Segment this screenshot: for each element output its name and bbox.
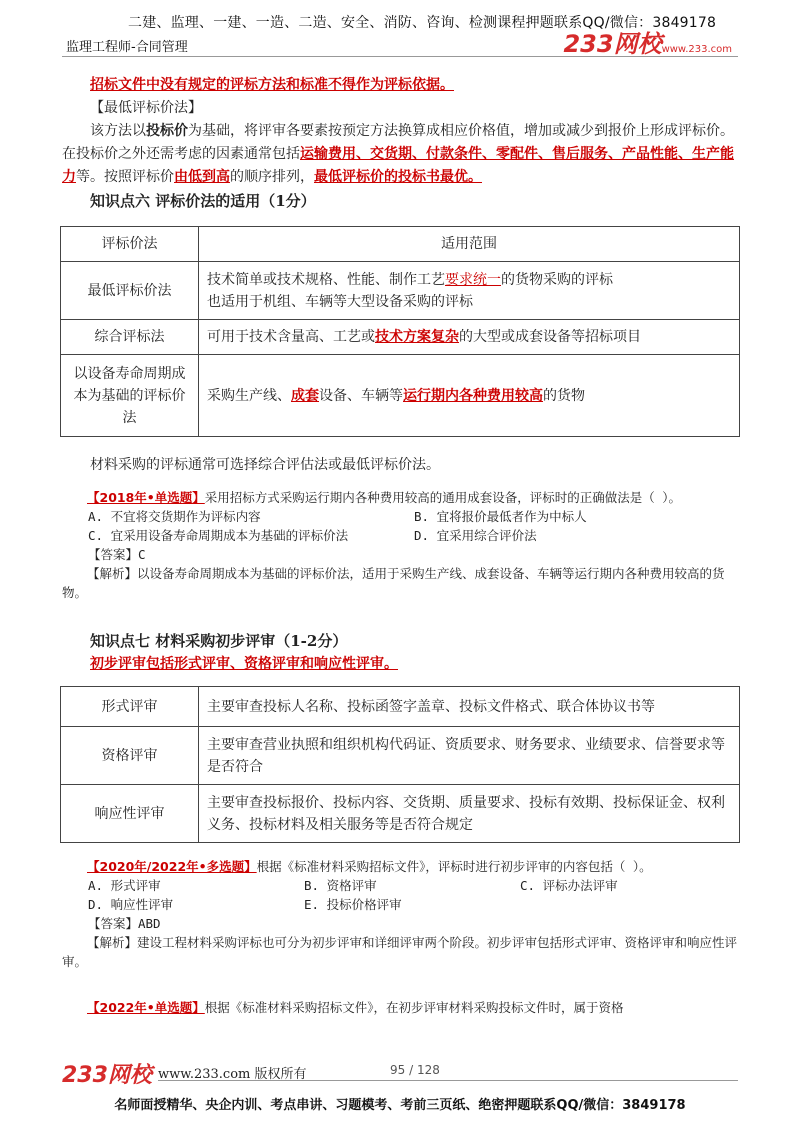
footer-site: www.233.com 版权所有 <box>158 1067 307 1082</box>
question-2018 <box>62 488 738 602</box>
row-content: 主要审查投标人名称、投标函签字盖章、投标文件格式、联合体协议书等 <box>199 687 740 727</box>
option-d: D. 响应性评审 <box>88 897 174 912</box>
kp6-section <box>62 190 738 213</box>
row-type: 形式评审 <box>61 687 199 727</box>
footer-ad-line: 名师面授精华、央企内训、考点串讲、习题模考、考前三页纸、绝密押题联系QQ/微信：3849178 <box>114 1098 686 1113</box>
option-b: B. 资格评审 <box>304 878 377 893</box>
option-a: A. 不宜将交货期作为评标内容 <box>88 509 261 524</box>
question-tag: 【2020年/2022年•多选题】 <box>87 859 257 874</box>
logo <box>563 24 732 59</box>
question-stem: 采用招标方式采购运行期内各种费用较高的通用成套设备，评标时的正确做法是（ ）。 <box>204 490 682 505</box>
question-tag: 【2018年•单选题】 <box>87 490 205 505</box>
question-2022 <box>62 998 738 1017</box>
question-stem: 根据《标准材料采购招标文件》，在初步评审材料采购投标文件时，属于资格 <box>204 1000 624 1015</box>
kp6-title: 知识点六 评标价法的适用（1分） <box>90 192 316 210</box>
analysis: 【解析】建设工程材料采购评标也可分为初步评审和详细评审两个阶段。初步评审包括形式评审、资格评审和响应性评审。 <box>62 935 738 969</box>
table-row <box>61 320 740 355</box>
kp7-subtitle: 初步评审包括形式评审、资格评审和响应性评审。 <box>90 656 398 672</box>
row-method: 最低评标价法 <box>61 262 199 320</box>
col-header-method: 评标价法 <box>61 227 199 262</box>
lowest-price-heading: 【最低评标价法】 <box>90 100 202 116</box>
row-content: 主要审查营业执照和组织机构代码证、资质要求、财务要求、业绩要求、信誉要求等是否符合 <box>199 727 740 785</box>
table-row <box>61 785 740 843</box>
row-scope: 技术简单或技术规格、性能、制作工艺要求统一的货物采购的评标 也适用于机组、车辆等大型设备采购的评标 <box>199 262 740 320</box>
answer: 【答案】ABD <box>88 916 161 931</box>
row-method: 综合评标法 <box>61 320 199 355</box>
table-row <box>61 355 740 437</box>
option-c: C. 评标办法评审 <box>520 878 618 893</box>
row-content: 主要审查投标报价、投标内容、交货期、质量要求、投标有效期、投标保证金、权利义务、投标材料及相关服务等是否符合规定 <box>199 785 740 843</box>
row-scope: 可用于技术含量高、工艺或技术方案复杂的大型或成套设备等招标项目 <box>199 320 740 355</box>
answer: 【答案】C <box>88 547 146 562</box>
option-c: C. 宜采用设备寿命周期成本为基础的评标价法 <box>88 528 349 543</box>
header-ad-line: 二建、监理、一建、一造、二造、安全、消防、咨询、检测课程押题联系QQ/微信：3849178 <box>128 15 717 31</box>
rule-line: 招标文件中没有规定的评标方法和标准不得作为评标依据。 <box>90 77 454 93</box>
footer-logo: 233网校 <box>62 1063 152 1088</box>
row-type: 资格评审 <box>61 727 199 785</box>
row-scope: 采购生产线、成套设备、车辆等运行期内各种费用较高的货物 <box>199 355 740 437</box>
option-e: E. 投标价格评审 <box>304 897 402 912</box>
table-row <box>61 687 740 727</box>
option-b: B. 宜将报价最低者作为中标人 <box>414 509 587 524</box>
table-row <box>61 262 740 320</box>
doc-title: 监理工程师-合同管理 <box>66 40 188 55</box>
analysis: 【解析】以设备寿命周期成本为基础的评标价法，适用于采购生产线、成套设备、车辆等运行期内各种费用较高的货物。 <box>62 566 725 600</box>
row-method: 以设备寿命周期成本为基础的评标价法 <box>61 355 199 437</box>
question-tag: 【2022年•单选题】 <box>87 1000 205 1015</box>
logo-domain: www.233.com <box>661 44 732 55</box>
kp7-section <box>62 630 738 676</box>
kp6-table <box>60 226 740 437</box>
page-number: 95 / 128 <box>390 1063 440 1077</box>
logo-text: 233网校 <box>563 30 662 58</box>
table-row <box>61 727 740 785</box>
intro-section <box>62 74 738 189</box>
footer-divider <box>158 1080 738 1081</box>
kp6-note: 材料采购的评标通常可选择综合评估法或最低评标价法。 <box>90 457 440 473</box>
table-header-row <box>61 227 740 262</box>
question-2020 <box>62 857 738 971</box>
kp7-title: 知识点七 材料采购初步评审（1-2分） <box>90 632 348 650</box>
lowest-price-paragraph: 该方法以投标价为基础，将评审各要素按预定方法换算成相应价格值，增加或减少到报价上形成评标价。在投标价之外还需考虑的因素通常包括运输费用、交货期、付款条件、零配件、售后服务、产品性能、生产能力等。按照评标价由低到高的顺序排列，最低评标价的投标书最优。 <box>62 123 734 185</box>
question-stem: 根据《标准材料采购招标文件》，评标时进行初步评审的内容包括（ ）。 <box>256 859 652 874</box>
kp7-table <box>60 686 740 843</box>
header-divider <box>62 56 738 57</box>
option-d: D. 宜采用综合评价法 <box>414 528 537 543</box>
row-type: 响应性评审 <box>61 785 199 843</box>
option-a: A. 形式评审 <box>88 878 161 893</box>
col-header-scope: 适用范围 <box>199 227 740 262</box>
